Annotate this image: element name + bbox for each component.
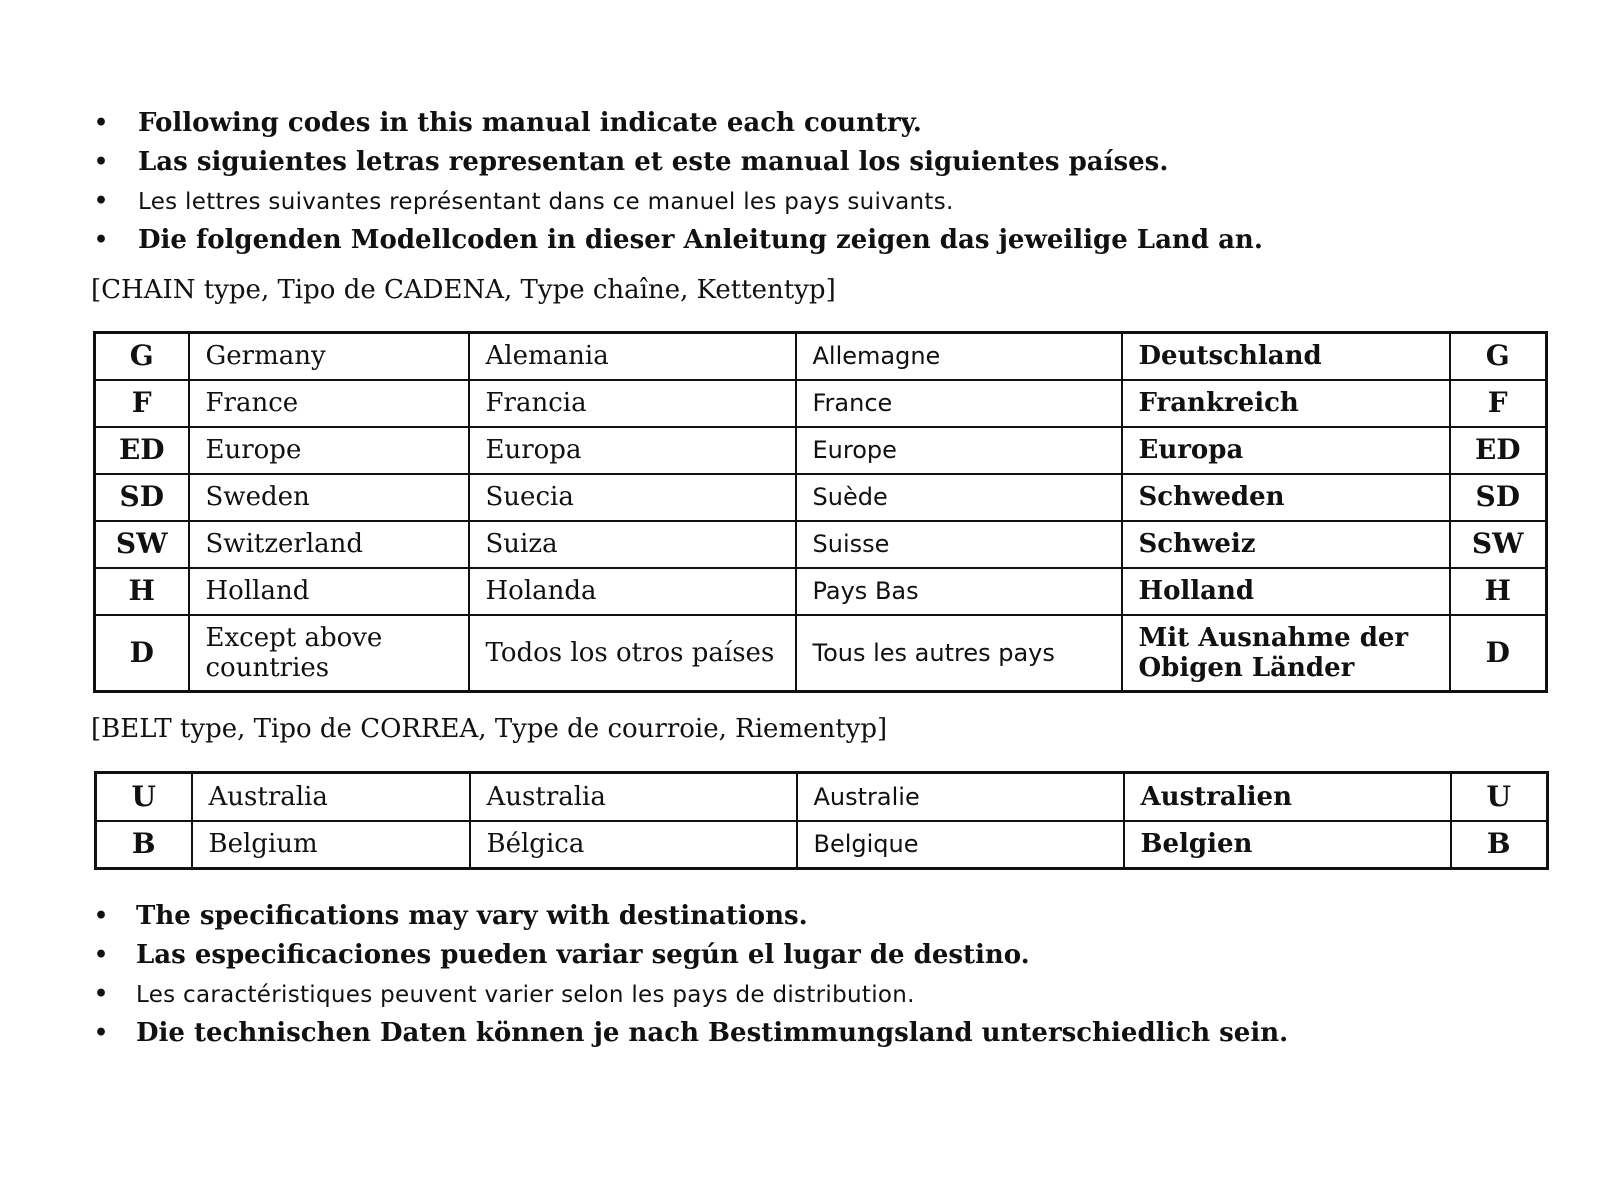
list-item	[92, 1014, 1288, 1053]
table-row	[96, 821, 1548, 869]
country-code-cell: G	[95, 333, 189, 380]
bullet-icon: •	[94, 110, 109, 136]
country-code-cell: D	[95, 615, 189, 692]
table-row	[95, 568, 1547, 615]
table-row	[95, 615, 1547, 692]
country-code-right-cell: SD	[1450, 474, 1547, 521]
table-row	[95, 521, 1547, 568]
french-name-cell: Belgique	[797, 821, 1124, 869]
english-name-cell: Switzerland	[189, 521, 469, 568]
french-name-cell: Pays Bas	[796, 568, 1122, 615]
country-code-cell: U	[96, 773, 192, 821]
table-row	[95, 427, 1547, 474]
spanish-name-cell: Holanda	[469, 568, 796, 615]
belt-country-code-table	[94, 771, 1549, 870]
german-name-cell: Frankreich	[1122, 380, 1450, 427]
note-text: The specifications may vary with destinations.	[136, 901, 808, 931]
german-name-cell: Europa	[1122, 427, 1450, 474]
list-item	[92, 182, 1263, 221]
spanish-name-cell: Bélgica	[470, 821, 797, 869]
bullet-icon: •	[94, 942, 109, 968]
country-code-right-cell: SW	[1450, 521, 1547, 568]
country-code-right-cell: H	[1450, 568, 1547, 615]
table-row	[95, 333, 1547, 380]
german-name-cell: Belgien	[1124, 821, 1451, 869]
english-name-cell: Except above countries	[189, 615, 469, 692]
english-name-cell: Holland	[189, 568, 469, 615]
country-code-cell: ED	[95, 427, 189, 474]
english-name-cell: Europe	[189, 427, 469, 474]
country-code-cell: B	[96, 821, 192, 869]
country-code-cell: H	[95, 568, 189, 615]
list-item	[92, 936, 1288, 975]
country-code-cell: F	[95, 380, 189, 427]
list-item	[92, 897, 1288, 936]
german-name-cell: Schweden	[1122, 474, 1450, 521]
chain-type-caption: [CHAIN type, Tipo de CADENA, Type chaîne, Kettentyp]	[91, 275, 836, 305]
spanish-name-cell: Europa	[469, 427, 796, 474]
belt-type-caption: [BELT type, Tipo de CORREA, Type de courroie, Riementyp]	[91, 714, 888, 744]
spanish-name-cell: Suecia	[469, 474, 796, 521]
country-code-right-cell: U	[1451, 773, 1548, 821]
bullet-icon: •	[94, 981, 109, 1007]
spanish-name-cell: Todos los otros países	[469, 615, 796, 692]
table-row	[95, 380, 1547, 427]
table-row	[95, 474, 1547, 521]
country-code-right-cell: ED	[1450, 427, 1547, 474]
spanish-name-cell: Francia	[469, 380, 796, 427]
german-name-cell: Schweiz	[1122, 521, 1450, 568]
french-name-cell: Tous les autres pays	[796, 615, 1122, 692]
country-code-right-cell: F	[1450, 380, 1547, 427]
note-text: Las especificaciones pueden variar según el lugar de destino.	[136, 940, 1030, 970]
spanish-name-cell: Australia	[470, 773, 797, 821]
spanish-name-cell: Alemania	[469, 333, 796, 380]
note-text: Following codes in this manual indicate each country.	[138, 108, 922, 138]
list-item	[92, 975, 1288, 1014]
french-name-cell: Europe	[796, 427, 1122, 474]
german-name-cell: Australien	[1124, 773, 1451, 821]
english-name-cell: Australia	[192, 773, 470, 821]
french-name-cell: Suède	[796, 474, 1122, 521]
bullet-icon: •	[94, 149, 109, 175]
bullet-icon: •	[94, 227, 109, 253]
note-text: Les lettres suivantes représentant dans ce manuel les pays suivants.	[138, 189, 954, 215]
german-name-cell: Holland	[1122, 568, 1450, 615]
bullet-icon: •	[94, 903, 109, 929]
english-name-cell: France	[189, 380, 469, 427]
german-name-cell: Mit Ausnahme der Obigen Länder	[1122, 615, 1450, 692]
note-text: Las siguientes letras representan et este manual los siguientes países.	[138, 147, 1169, 177]
closing-notes-list	[92, 897, 1288, 1053]
country-code-right-cell: D	[1450, 615, 1547, 692]
english-name-cell: Belgium	[192, 821, 470, 869]
note-text: Les caractéristiques peuvent varier selon les pays de distribution.	[136, 982, 915, 1008]
english-name-cell: Sweden	[189, 474, 469, 521]
chain-country-code-table	[93, 331, 1548, 693]
french-name-cell: Allemagne	[796, 333, 1122, 380]
list-item	[92, 104, 1263, 143]
french-name-cell: Australie	[797, 773, 1124, 821]
note-text: Die technischen Daten können je nach Bestimmungsland unterschiedlich sein.	[136, 1018, 1289, 1048]
country-code-cell: SD	[95, 474, 189, 521]
note-text: Die folgenden Modellcoden in dieser Anleitung zeigen das jeweilige Land an.	[138, 225, 1263, 255]
table-row	[96, 773, 1548, 821]
country-code-right-cell: G	[1450, 333, 1547, 380]
intro-notes-list	[92, 104, 1263, 260]
english-name-cell: Germany	[189, 333, 469, 380]
french-name-cell: France	[796, 380, 1122, 427]
bullet-icon: •	[94, 188, 109, 214]
french-name-cell: Suisse	[796, 521, 1122, 568]
german-name-cell: Deutschland	[1122, 333, 1450, 380]
country-code-cell: SW	[95, 521, 189, 568]
country-code-right-cell: B	[1451, 821, 1548, 869]
spanish-name-cell: Suiza	[469, 521, 796, 568]
bullet-icon: •	[94, 1020, 109, 1046]
list-item	[92, 143, 1263, 182]
list-item	[92, 221, 1263, 260]
